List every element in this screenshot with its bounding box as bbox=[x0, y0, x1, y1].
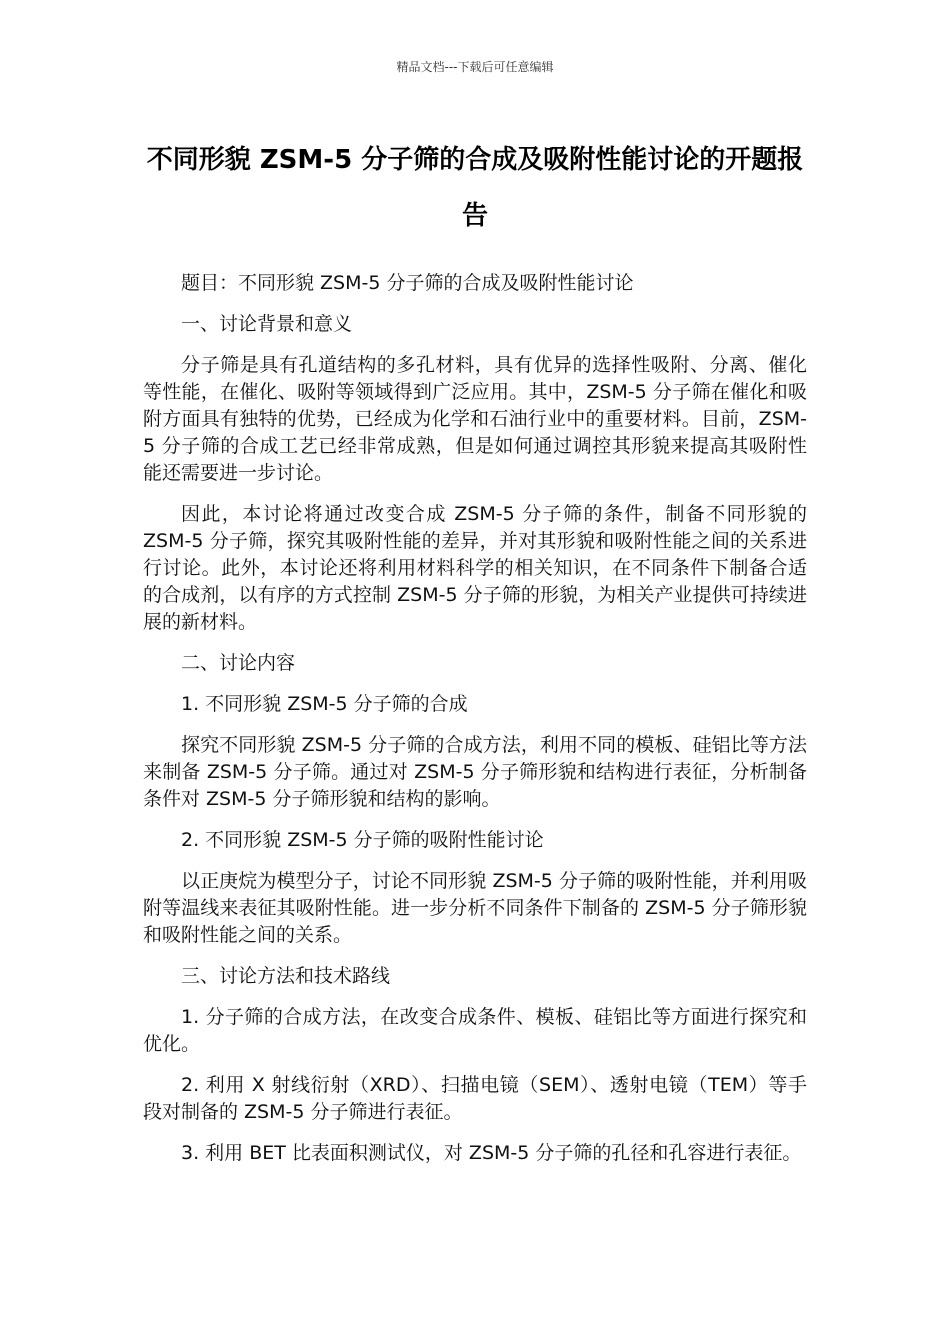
body-paragraph: 探究不同形貌 ZSM-5 分子筛的合成方法，利用不同的模板、硅铝比等方法来制备 ZSM-5 分子筛。通过对 ZSM-5 分子筛形貌和结构进行表征，分析制备条件对 ZSM-5 分子筛形貌和结构的影响。 bbox=[143, 734, 807, 810]
subheading: 2. 不同形貌 ZSM-5 分子筛的吸附性能讨论 bbox=[181, 829, 544, 851]
section-heading-methods: 三、讨论方法和技术路线 bbox=[181, 965, 391, 987]
document-body bbox=[143, 270, 807, 1181]
subheading: 1. 不同形貌 ZSM-5 分子筛的合成 bbox=[181, 693, 468, 715]
topic-line: 题目：不同形貌 ZSM-5 分子筛的合成及吸附性能讨论 bbox=[181, 272, 634, 294]
body-paragraph: 分子筛是具有孔道结构的多孔材料，具有优异的选择性吸附、分离、催化等性能，在催化、吸附等领域得到广泛应用。其中，ZSM-5 分子筛在催化和吸附方面具有独特的优势，已经成为化学和石油行业中的重要材料。目前，ZSM-5 分子筛的合成工艺已经非常成熟，但是如何通过调控其形貌来提高其吸附性能还需要进一步讨论。 bbox=[143, 354, 807, 484]
section-heading-content: 二、讨论内容 bbox=[181, 652, 296, 674]
body-paragraph: 以正庚烷为模型分子，讨论不同形貌 ZSM-5 分子筛的吸附性能，并利用吸附等温线来表征其吸附性能。进一步分析不同条件下制备的 ZSM-5 分子筛形貌和吸附性能之间的关系。 bbox=[143, 870, 807, 946]
section-heading-background: 一、讨论背景和意义 bbox=[181, 313, 353, 335]
method-item: 3. 利用 BET 比表面积测试仪，对 ZSM-5 分子筛的孔径和孔容进行表征。 bbox=[181, 1142, 802, 1164]
header-note: 精品文档---下载后可任意编辑 bbox=[396, 60, 554, 74]
body-paragraph: 因此，本讨论将通过改变合成 ZSM-5 分子筛的条件，制备不同形貌的 ZSM-5 分子筛，探究其吸附性能的差异，并对其形貌和吸附性能之间的关系进行讨论。此外，本讨论还将利用材料科学的相关知识，在不同条件下制备合适的合成剂，以有序的方式控制 ZSM-5 分子筛的形貌，为相关产业提供可持续进展的新材料。 bbox=[143, 503, 807, 633]
method-item: 2. 利用 X 射线衍射（XRD）、扫描电镜（SEM）、透射电镜（TEM）等手段对制备的 ZSM-5 分子筛进行表征。 bbox=[143, 1074, 807, 1123]
method-item: 1. 分子筛的合成方法，在改变合成条件、模板、硅铝比等方面进行探究和优化。 bbox=[143, 1006, 807, 1055]
document-title: 不同形貌 ZSM-5 分子筛的合成及吸附性能讨论的开题报告 bbox=[146, 145, 804, 231]
